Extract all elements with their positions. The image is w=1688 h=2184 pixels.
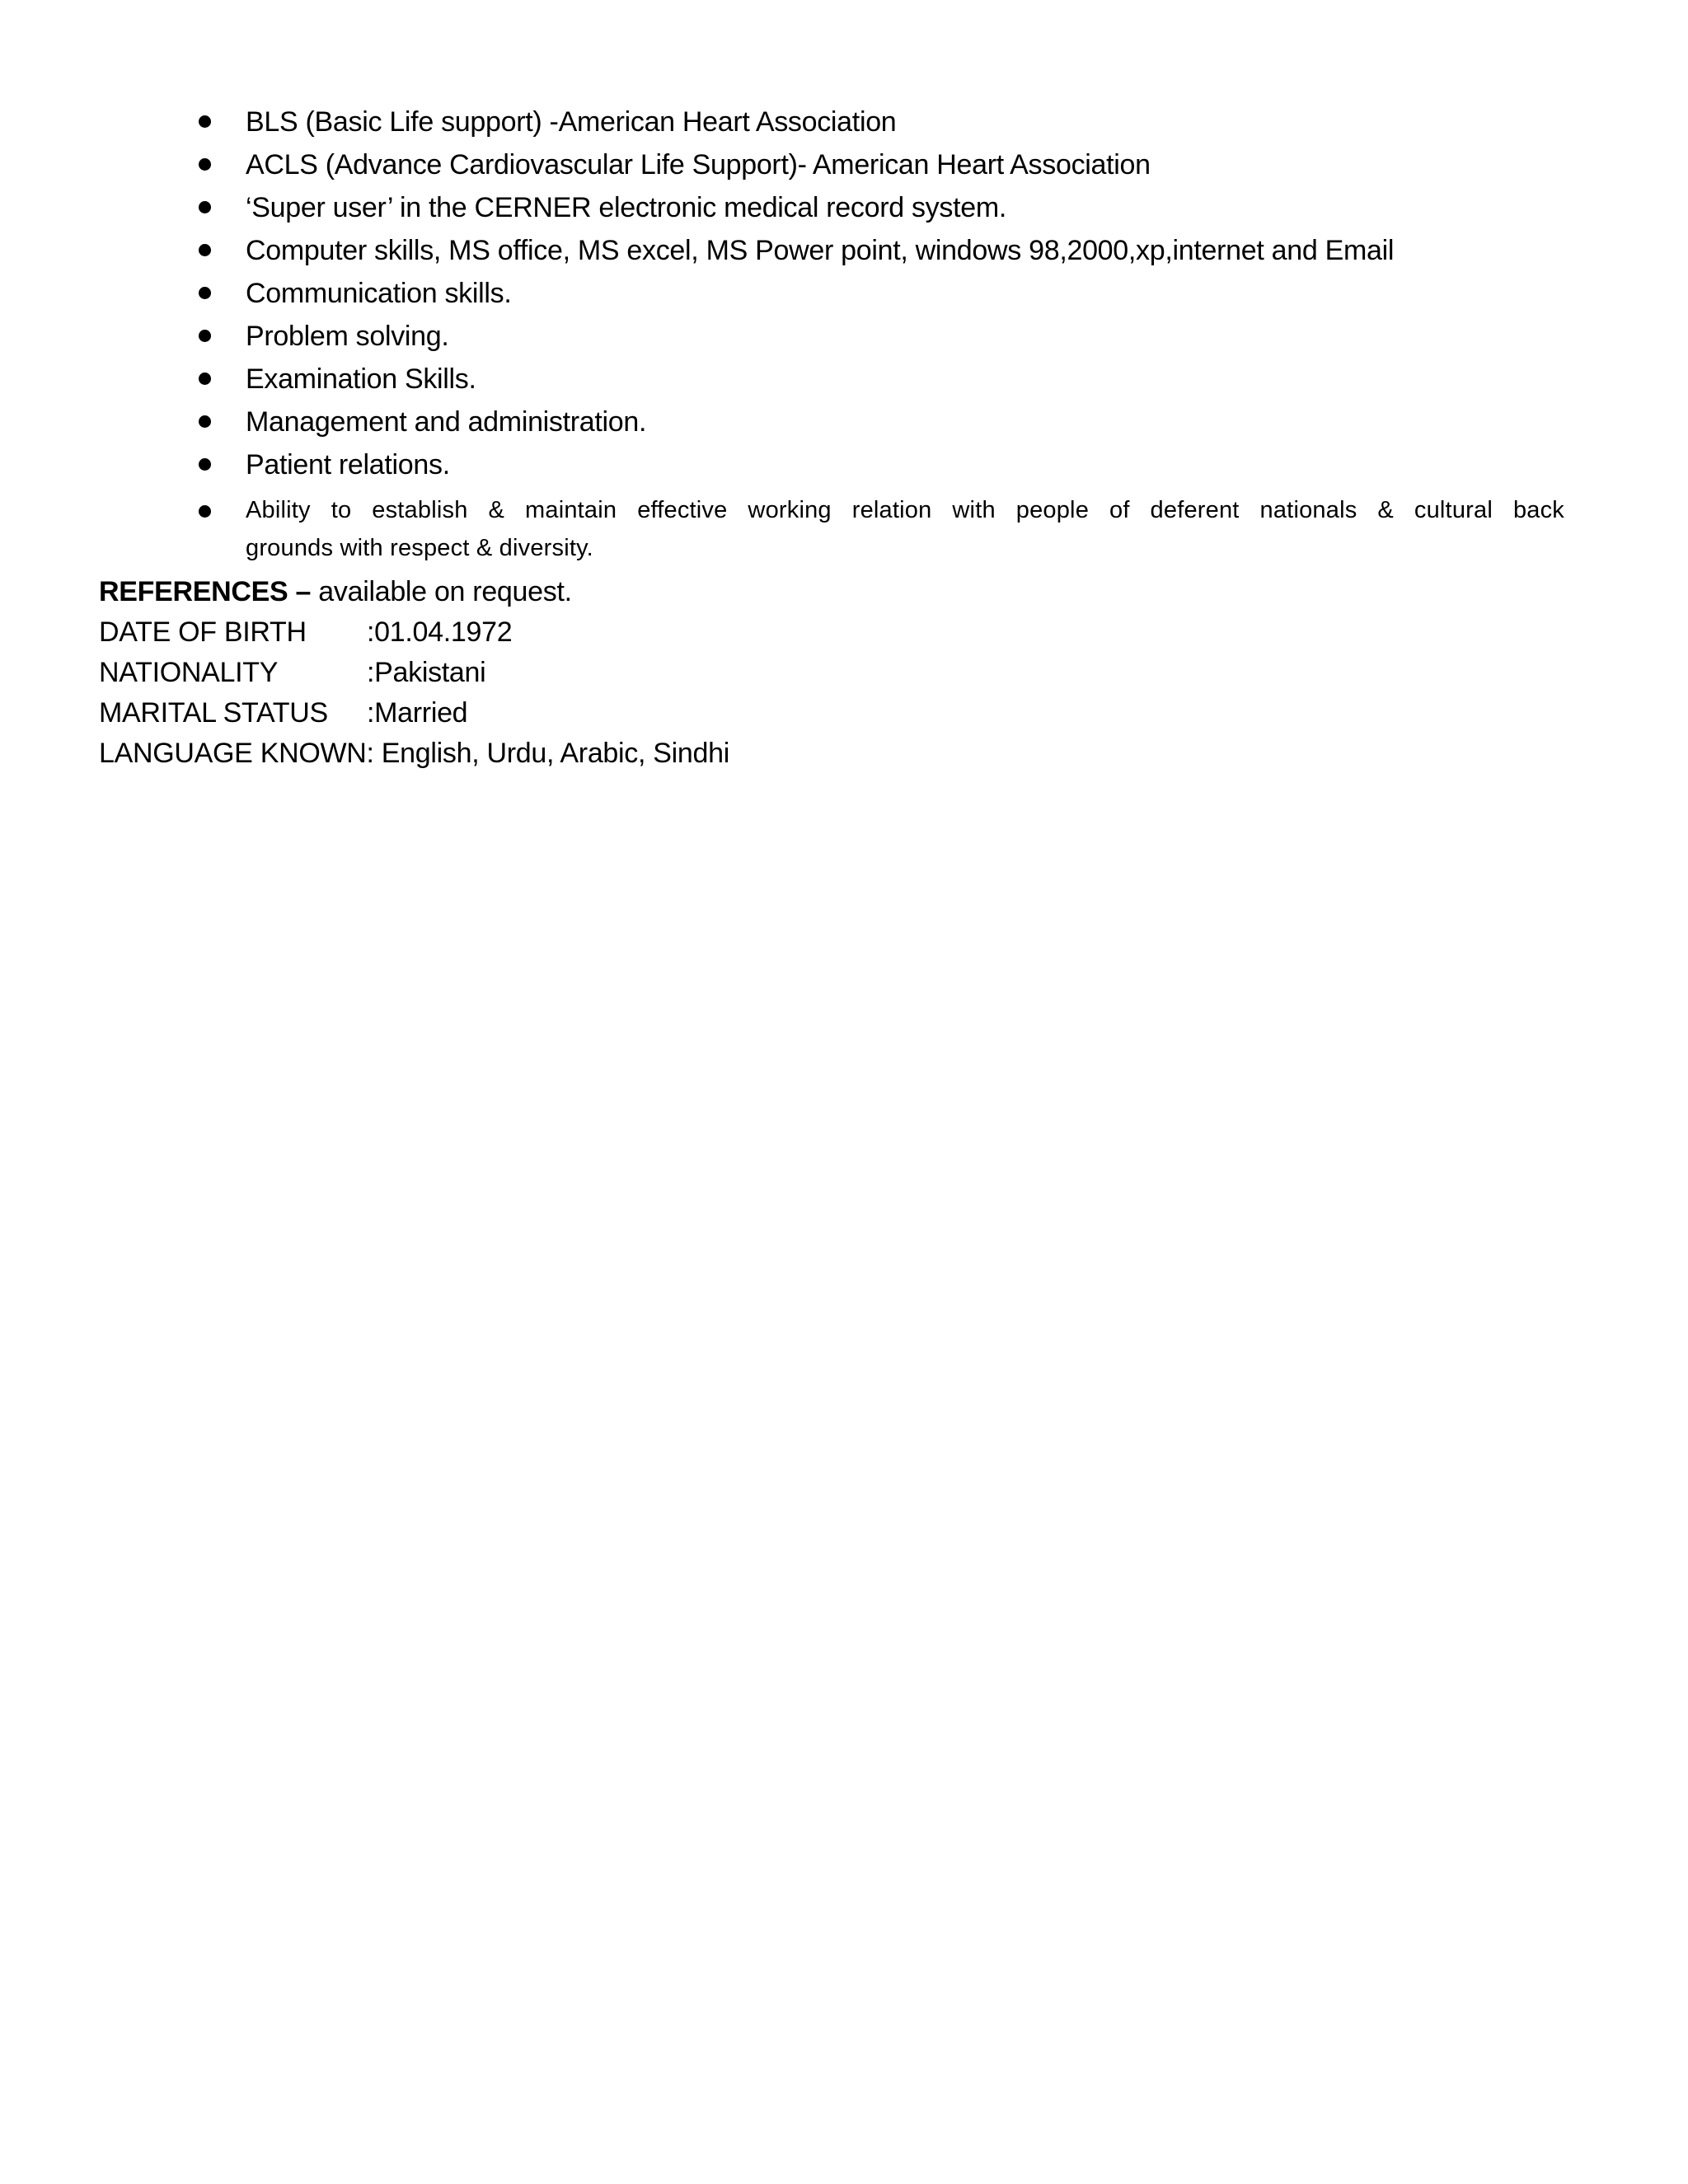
list-item [0, 358, 1688, 401]
skill-text: Communication skills. [246, 278, 512, 309]
dob-label: DATE OF BIRTH [99, 616, 307, 648]
bullet-icon [199, 287, 211, 299]
skill-text-line-1: Ability to establish & maintain effective working relation with people of deferent nationals & cultural back [246, 497, 1564, 523]
dob-row [99, 612, 729, 653]
dob-value: :01.04.1972 [367, 616, 513, 648]
skill-text: Problem solving. [246, 321, 449, 352]
skill-text: Patient relations. [246, 449, 450, 480]
bullet-icon [199, 330, 211, 342]
nationality-row [99, 653, 729, 693]
nationality-label: NATIONALITY [99, 657, 279, 688]
skill-text: ACLS (Advance Cardiovascular Life Support)- American Heart Association [246, 149, 1151, 180]
nationality-value: :Pakistani [367, 657, 486, 688]
skill-text-line-2: grounds with respect & diversity. [246, 535, 593, 561]
references-label: REFERENCES – [99, 576, 312, 607]
bullet-icon [199, 458, 211, 471]
list-item [0, 486, 1688, 567]
list-item [0, 443, 1688, 486]
bullet-icon [199, 244, 211, 256]
list-item [0, 315, 1688, 358]
skill-text: ‘Super user’ in the CERNER electronic medical record system. [246, 192, 1007, 223]
language-text: LANGUAGE KNOWN: English, Urdu, Arabic, Sindhi [99, 738, 729, 769]
list-item [0, 186, 1688, 229]
list-item [0, 272, 1688, 315]
references-text: available on request. [311, 576, 572, 607]
list-item [0, 229, 1688, 272]
references-line [99, 572, 729, 612]
list-item [0, 143, 1688, 186]
bullet-icon [199, 115, 211, 128]
skill-text: Examination Skills. [246, 363, 476, 395]
skill-text: Computer skills, MS office, MS excel, MS Power point, windows 98,2000,xp,internet and Email [246, 235, 1395, 266]
list-item [0, 401, 1688, 443]
skill-text: BLS (Basic Life support) -American Heart Association [246, 106, 897, 138]
language-row [99, 733, 729, 774]
bullet-icon [199, 373, 211, 385]
list-item [0, 101, 1688, 143]
marital-status-label: MARITAL STATUS [99, 697, 328, 729]
skill-text: Management and administration. [246, 406, 647, 438]
bullet-icon [199, 415, 211, 428]
marital-status-row [99, 693, 729, 733]
bullet-icon [199, 158, 211, 171]
skills-list [0, 101, 1688, 567]
bullet-icon [199, 201, 211, 213]
personal-details [99, 572, 729, 774]
bullet-icon [199, 505, 211, 518]
marital-status-value: :Married [367, 697, 468, 729]
